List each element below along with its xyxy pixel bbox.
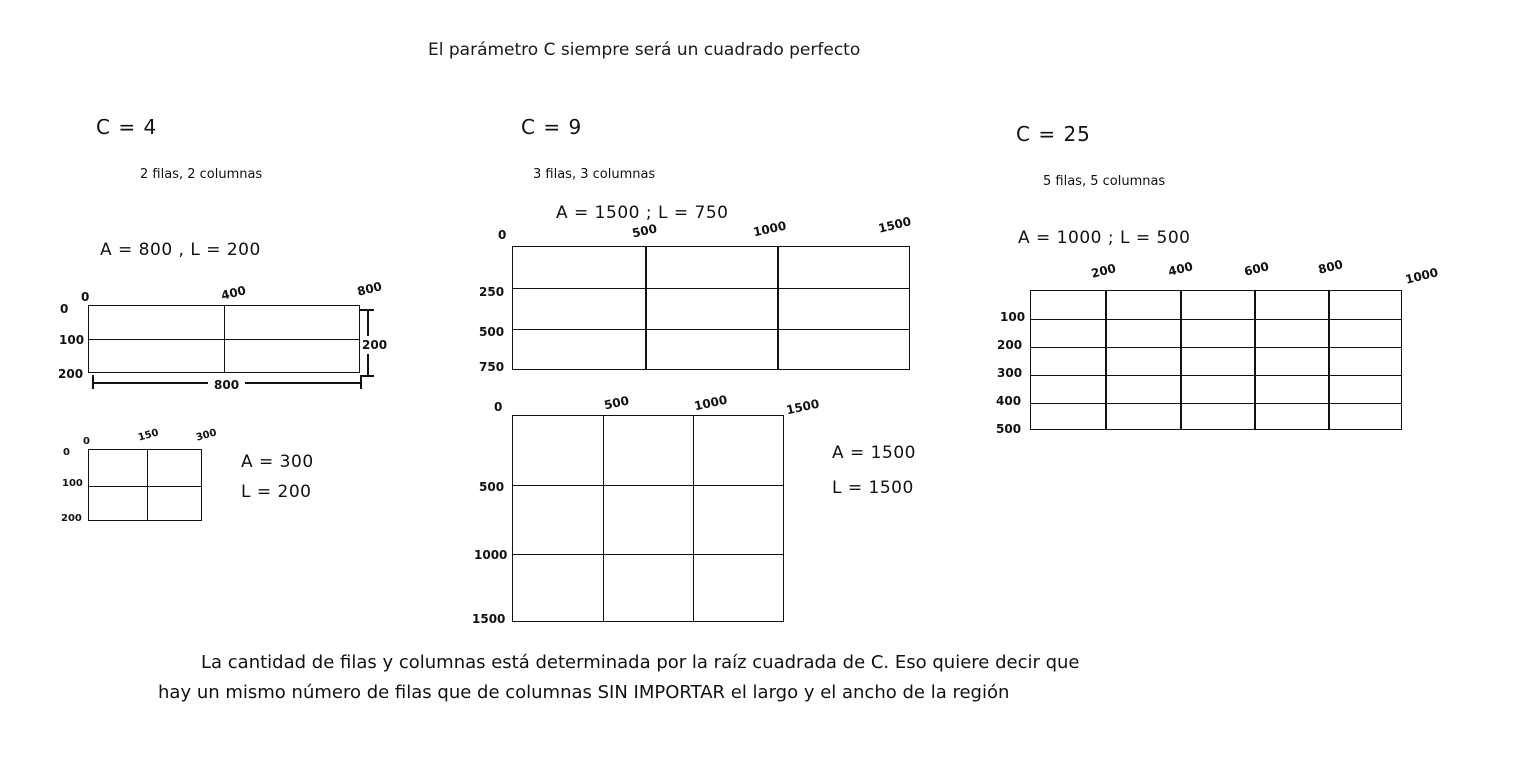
ytick-c9e2-1: 500: [479, 480, 505, 494]
ytick-c9e1-1: 250: [479, 285, 505, 299]
xtick-c25-5: 1000: [1403, 265, 1440, 287]
width-label-c4e1: 800: [208, 378, 245, 392]
ytick-c25-3: 300: [997, 366, 1023, 380]
grid-c9-example2: [512, 415, 784, 622]
ytick-c4e2-1: 100: [62, 478, 83, 489]
grid-line-vertical: [1254, 291, 1256, 429]
section-heading-c25: C = 25: [1016, 122, 1091, 146]
annotation-c25-example1: A = 1000 ; L = 500: [1018, 228, 1191, 248]
xtick-c9e2-0: 0: [494, 400, 503, 414]
grid-line-horizontal: [513, 288, 909, 289]
ytick-c9e2-3: 1500: [472, 612, 506, 626]
xtick-c9e1-0: 0: [498, 228, 507, 242]
xtick-c25-2: 400: [1166, 259, 1195, 279]
ytick-c9e1-2: 500: [479, 325, 505, 339]
xtick-c4e2-2: 300: [194, 427, 218, 444]
grid-line-vertical: [147, 450, 148, 520]
ytick-c25-5: 500: [996, 422, 1022, 436]
grid-line-vertical: [224, 306, 225, 372]
measure-cap-top: [360, 309, 374, 311]
footer-line-2: hay un mismo número de filas que de columnas SIN IMPORTAR el largo y el ancho de la región: [158, 682, 1010, 703]
section-subtitle-c25: 5 filas, 5 columnas: [1043, 174, 1166, 189]
grid-line-horizontal: [513, 554, 783, 555]
ytick-c4e2-0: 0: [63, 447, 70, 458]
annotation-c4-example1: A = 800 , L = 200: [100, 240, 261, 260]
xtick-c9e2-3: 1500: [784, 396, 821, 418]
grid-line-horizontal: [1031, 319, 1401, 320]
ytick-c25-2: 200: [997, 338, 1023, 352]
grid-c9-example1: [512, 246, 910, 370]
section-heading-c4: C = 4: [96, 115, 158, 139]
ytick-c9e2-2: 1000: [474, 548, 508, 562]
xtick-c25-4: 800: [1316, 257, 1345, 277]
grid-line-vertical: [603, 416, 604, 621]
ytick-c4e1-1: 100: [59, 333, 85, 347]
section-subtitle-c4: 2 filas, 2 columnas: [140, 167, 263, 182]
annotation-c9e2-length: L = 1500: [832, 478, 914, 498]
xtick-c4e1-2: 800: [355, 279, 384, 299]
measure-cap-bottom: [360, 375, 374, 377]
ytick-c25-4: 400: [996, 394, 1022, 408]
grid-line-vertical: [1180, 291, 1182, 429]
xtick-c9e2-2: 1000: [692, 392, 729, 414]
ytick-c4e1-0: 0: [60, 302, 69, 316]
ytick-c9e1-3: 750: [479, 360, 505, 374]
xtick-c4e2-1: 150: [136, 427, 160, 444]
xtick-c25-3: 600: [1242, 259, 1271, 279]
grid-line-horizontal: [513, 329, 909, 330]
annotation-c9-example1: A = 1500 ; L = 750: [556, 203, 729, 223]
annotation-c4e2-area: A = 300: [241, 452, 314, 472]
ytick-c4e1-2: 200: [58, 367, 84, 381]
grid-line-horizontal: [89, 486, 201, 487]
grid-c4-example1: [88, 305, 360, 373]
grid-line-vertical: [693, 416, 694, 621]
grid-line-horizontal: [1031, 347, 1401, 348]
grid-line-horizontal: [513, 485, 783, 486]
grid-line-vertical: [777, 247, 779, 369]
measure-cap-left: [92, 375, 94, 389]
page-title: El parámetro C siempre será un cuadrado perfecto: [428, 40, 861, 60]
height-label-c4e1: 200: [362, 338, 388, 352]
section-heading-c9: C = 9: [521, 115, 583, 139]
footer-line-1: La cantidad de filas y columnas está determinada por la raíz cuadrada de C. Eso quiere decir que: [201, 652, 1080, 673]
xtick-c9e2-1: 500: [602, 393, 631, 413]
grid-c25-example1: [1030, 290, 1402, 430]
grid-line-vertical: [1328, 291, 1330, 429]
grid-line-vertical: [1105, 291, 1107, 429]
annotation-c4e2-length: L = 200: [241, 482, 312, 502]
xtick-c25-1: 200: [1089, 261, 1118, 281]
xtick-c9e1-1: 500: [630, 221, 659, 241]
ytick-c25-1: 100: [1000, 310, 1026, 324]
annotation-c9e2-area: A = 1500: [832, 443, 916, 463]
xtick-c9e1-3: 1500: [876, 214, 913, 236]
ytick-c4e2-2: 200: [61, 513, 82, 524]
xtick-c4e1-0: 0: [81, 290, 90, 304]
grid-line-horizontal: [1031, 403, 1401, 404]
section-subtitle-c9: 3 filas, 3 columnas: [533, 167, 656, 182]
xtick-c4e1-1: 400: [219, 283, 248, 303]
grid-line-horizontal: [1031, 375, 1401, 376]
grid-line-vertical: [645, 247, 647, 369]
xtick-c4e2-0: 0: [83, 436, 90, 447]
xtick-c9e1-2: 1000: [751, 218, 788, 240]
grid-c4-example2: [88, 449, 202, 521]
